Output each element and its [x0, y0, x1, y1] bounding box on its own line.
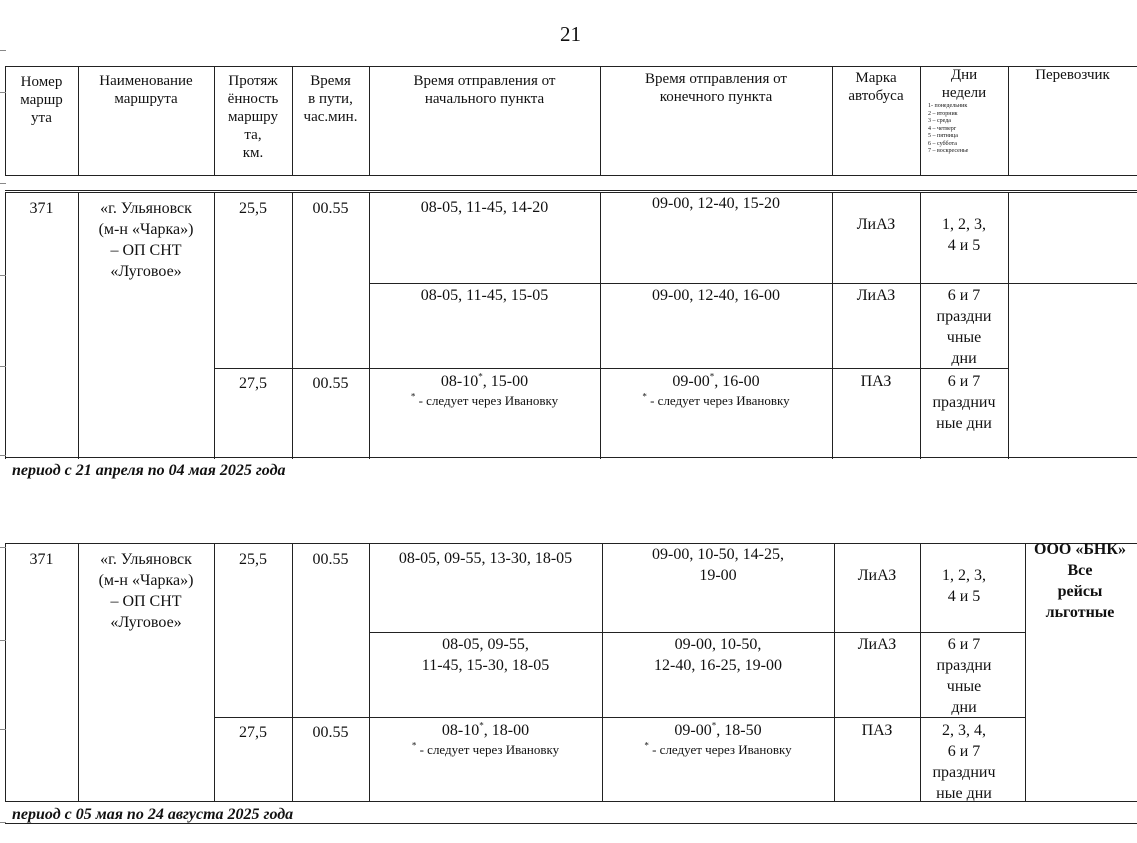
- text-line: Дни: [950, 67, 978, 83]
- depart-start-times: [369, 634, 602, 676]
- margin-tick: [0, 822, 6, 823]
- text-line: 6 и 7: [947, 373, 981, 390]
- text-line: 08-05, 09-55,: [442, 636, 529, 653]
- text-line: – ОП СНТ: [110, 593, 182, 610]
- text-line: 19-00: [699, 567, 737, 584]
- time-value: , 18-00: [483, 722, 530, 739]
- text-line: 5 – пятница: [928, 133, 958, 139]
- header-days-legend: [928, 103, 1008, 156]
- column-rule: [600, 192, 601, 459]
- text-line: 4 – четверг: [928, 125, 957, 132]
- depart-start-times: [369, 720, 602, 741]
- table-rule: [5, 190, 1137, 191]
- text-line: (м-н «Чарка»): [98, 221, 194, 238]
- period-text: период с 21 апреля по 04 мая 2025 года: [12, 462, 286, 479]
- time-value: 09-00: [672, 373, 710, 390]
- text-line: недели: [941, 85, 987, 101]
- text-line: чные: [946, 678, 982, 695]
- margin-tick: [0, 50, 6, 51]
- text-line: 2 – вторник: [928, 110, 958, 117]
- margin-tick: [0, 640, 6, 641]
- route-length-value: 25,5: [239, 551, 267, 568]
- text-line: ООО «БНК»: [1034, 541, 1126, 558]
- text-line: дни: [951, 350, 977, 367]
- footnote-mark: *: [644, 740, 649, 751]
- days-of-week: [920, 371, 1008, 434]
- text-line: льготные: [1045, 604, 1115, 621]
- period-text: период с 05 мая по 24 августа 2025 года: [12, 806, 294, 823]
- footnote-note: [369, 393, 600, 409]
- days-of-week: [920, 214, 1008, 256]
- margin-tick: [0, 547, 6, 548]
- route-length-alt-value: 27,5: [239, 724, 267, 741]
- route-number: [5, 198, 78, 219]
- text-line: в пути,: [308, 91, 353, 107]
- text-line: маршр: [20, 92, 63, 108]
- header-carrier: [1008, 66, 1137, 84]
- header-days: [920, 66, 1008, 102]
- text-line: Время: [310, 73, 351, 89]
- bus-brand: [832, 371, 920, 392]
- text-line: 08-05, 11-45, 15-05: [420, 287, 549, 304]
- footnote-mark: *: [478, 371, 483, 382]
- text-line: «Луговое»: [110, 614, 182, 631]
- text-line: «Луговое»: [110, 263, 182, 280]
- footnote-mark: *: [479, 720, 484, 731]
- depart-end-times: [600, 285, 832, 306]
- footnote-note: [602, 742, 834, 758]
- text-line: км.: [242, 145, 264, 161]
- travel-time-value: 00.55: [312, 200, 349, 217]
- column-rule: [292, 543, 293, 801]
- text-line: маршрута: [114, 91, 178, 107]
- travel-time: [292, 198, 369, 219]
- travel-time-alt-value: 00.55: [312, 375, 349, 392]
- text-line: 09-00, 10-50, 14-25,: [652, 546, 784, 563]
- column-rule: [214, 192, 215, 459]
- text-line: 6 и 7: [947, 287, 981, 304]
- time-value: 08-10: [441, 722, 480, 739]
- depart-start-times: [369, 197, 600, 218]
- text-line: 08-05, 11-45, 14-20: [420, 199, 549, 216]
- text-line: Наименование: [99, 73, 193, 89]
- route-length: [214, 549, 292, 570]
- route-number: [5, 549, 78, 570]
- text-line: 6 и 7: [947, 636, 981, 653]
- column-rule: [214, 543, 215, 801]
- text-line: празднич: [932, 394, 996, 411]
- footnote-note: [369, 742, 602, 758]
- depart-start-times: [369, 285, 600, 306]
- note-text: - следует через Ивановку: [415, 393, 559, 408]
- route-number-text: 371: [29, 551, 54, 568]
- table-rule: [5, 543, 1137, 544]
- depart-end-times: [602, 634, 834, 676]
- travel-time-alt: [292, 373, 369, 394]
- text-line: маршру: [228, 109, 278, 125]
- margin-tick: [0, 455, 6, 456]
- days-of-week: [920, 285, 1008, 369]
- table-rule: [214, 717, 1025, 718]
- time-value: , 15-00: [482, 373, 529, 390]
- text-line: та,: [244, 127, 262, 143]
- route-length-alt: [214, 722, 292, 743]
- text-line: «г. Ульяновск: [100, 200, 192, 217]
- depart-end-times: [600, 193, 832, 214]
- depart-end-times: [602, 544, 834, 586]
- text-line: 6 – суббота: [928, 140, 957, 147]
- bus-brand-text: ЛиАЗ: [856, 287, 896, 304]
- header-route-name: [78, 72, 214, 108]
- table-rule: [5, 192, 1137, 193]
- text-line: «г. Ульяновск: [100, 551, 192, 568]
- footnote-mark: *: [411, 740, 417, 751]
- text-line: ные дни: [936, 785, 992, 802]
- header-bus-brand: [832, 69, 920, 105]
- margin-tick: [0, 275, 6, 276]
- period-label: [12, 462, 912, 480]
- travel-time-alt-value: 00.55: [312, 724, 349, 741]
- footnote-mark: *: [709, 371, 715, 382]
- margin-tick: [0, 366, 6, 367]
- time-value: , 18-50: [716, 722, 762, 739]
- text-line: 6 и 7: [947, 743, 981, 760]
- route-length-alt-value: 27,5: [239, 375, 267, 392]
- text-line: Номер: [20, 74, 63, 90]
- text-line: рейсы: [1057, 583, 1103, 600]
- text-line: праздни: [936, 657, 992, 674]
- page-number: 21: [560, 22, 581, 46]
- text-line: Протяж: [228, 73, 278, 89]
- text-line: час.мин.: [303, 109, 358, 125]
- route-number-text: 371: [29, 200, 54, 217]
- text-line: Время отправления от: [645, 71, 787, 87]
- text-line: 09-00, 10-50,: [674, 636, 762, 653]
- carrier-info: [1025, 539, 1135, 623]
- days-of-week: [920, 720, 1008, 804]
- route-length: [214, 198, 292, 219]
- column-rule: [5, 192, 6, 459]
- route-length-alt: [214, 373, 292, 394]
- text-line: дни: [951, 699, 977, 716]
- days-of-week: [920, 565, 1008, 607]
- text-line: 4 и 5: [947, 588, 981, 605]
- footnote-mark: *: [711, 720, 717, 731]
- depart-start-times: [369, 371, 600, 392]
- header-carrier-label: Перевозчик: [1035, 67, 1110, 83]
- text-line: Время отправления от: [413, 73, 556, 89]
- column-rule: [1008, 192, 1009, 459]
- text-line: 1, 2, 3,: [942, 567, 986, 584]
- depart-end-times: [600, 371, 832, 392]
- text-line: 3 – среда: [928, 118, 951, 124]
- header-travel-time: [292, 72, 369, 126]
- text-line: 1- понедельник: [928, 103, 968, 109]
- route-name: [78, 549, 214, 633]
- text-line: конечного пункта: [659, 89, 773, 105]
- margin-tick: [0, 729, 6, 730]
- table-rule: [369, 283, 1137, 284]
- travel-time-alt: [292, 722, 369, 743]
- header-depart-end: [600, 70, 832, 106]
- text-line: автобуса: [848, 88, 904, 104]
- bus-brand: [832, 214, 920, 235]
- note-text: - следует через Ивановку: [646, 393, 790, 408]
- table-rule: [369, 632, 1025, 633]
- bus-brand-text: ЛиАЗ: [857, 636, 897, 653]
- footnote-note: [600, 393, 832, 409]
- text-line: празднич: [932, 764, 996, 781]
- table-rule: [214, 368, 1008, 369]
- text-line: Марка: [855, 70, 897, 86]
- column-rule: [5, 543, 6, 801]
- bus-brand: [834, 634, 920, 655]
- text-line: ута: [31, 110, 52, 126]
- text-line: 09-00, 12-40, 16-00: [652, 287, 780, 304]
- text-line: 09-00, 12-40, 15-20: [652, 195, 780, 212]
- block-bottom-rule: [5, 457, 1137, 458]
- days-of-week: [920, 634, 1008, 718]
- text-line: ные дни: [936, 415, 992, 432]
- text-line: 11-45, 15-30, 18-05: [421, 657, 550, 674]
- header-route-length: [214, 72, 292, 162]
- time-value: , 16-00: [714, 373, 760, 390]
- text-line: чные: [946, 329, 982, 346]
- bus-brand-text: ЛиАЗ: [856, 216, 896, 233]
- text-line: ённость: [227, 91, 279, 107]
- bus-brand: [834, 565, 920, 586]
- margin-tick: [0, 183, 6, 184]
- travel-time: [292, 549, 369, 570]
- footnote-mark: *: [642, 391, 647, 402]
- route-name: [78, 198, 214, 282]
- text-line: праздни: [936, 308, 992, 325]
- text-line: (м-н «Чарка»): [98, 572, 194, 589]
- bus-brand: [832, 285, 920, 306]
- route-length-value: 25,5: [239, 200, 267, 217]
- depart-start-times: [369, 548, 602, 569]
- period-label: [12, 806, 912, 824]
- bus-brand-text: ПАЗ: [860, 373, 892, 390]
- note-text: - следует через Ивановку: [416, 742, 560, 757]
- footnote-mark: *: [410, 391, 416, 402]
- table-rule: [5, 175, 1137, 176]
- note-text: - следует через Ивановку: [648, 742, 792, 757]
- text-line: Все: [1067, 562, 1093, 579]
- header-depart-start: [369, 72, 600, 108]
- text-line: 2, 3, 4,: [942, 722, 986, 739]
- text-line: 12-40, 16-25, 19-00: [654, 657, 782, 674]
- text-line: 4 и 5: [947, 237, 981, 254]
- column-rule: [292, 192, 293, 459]
- text-line: 08-05, 09-55, 13-30, 18-05: [398, 550, 573, 567]
- text-line: – ОП СНТ: [110, 242, 182, 259]
- text-line: 7 – воскресенье: [928, 148, 969, 154]
- column-rule: [369, 192, 370, 459]
- bus-brand: [834, 720, 920, 741]
- header-route-number: [5, 73, 78, 127]
- time-value: 08-10: [440, 373, 479, 390]
- text-line: 1, 2, 3,: [942, 216, 986, 233]
- travel-time-value: 00.55: [312, 551, 349, 568]
- bus-brand-text: ПАЗ: [861, 722, 893, 739]
- text-line: начального пункта: [424, 91, 545, 107]
- time-value: 09-00: [674, 722, 712, 739]
- depart-end-times: [602, 720, 834, 741]
- bus-brand-text: ЛиАЗ: [857, 567, 897, 584]
